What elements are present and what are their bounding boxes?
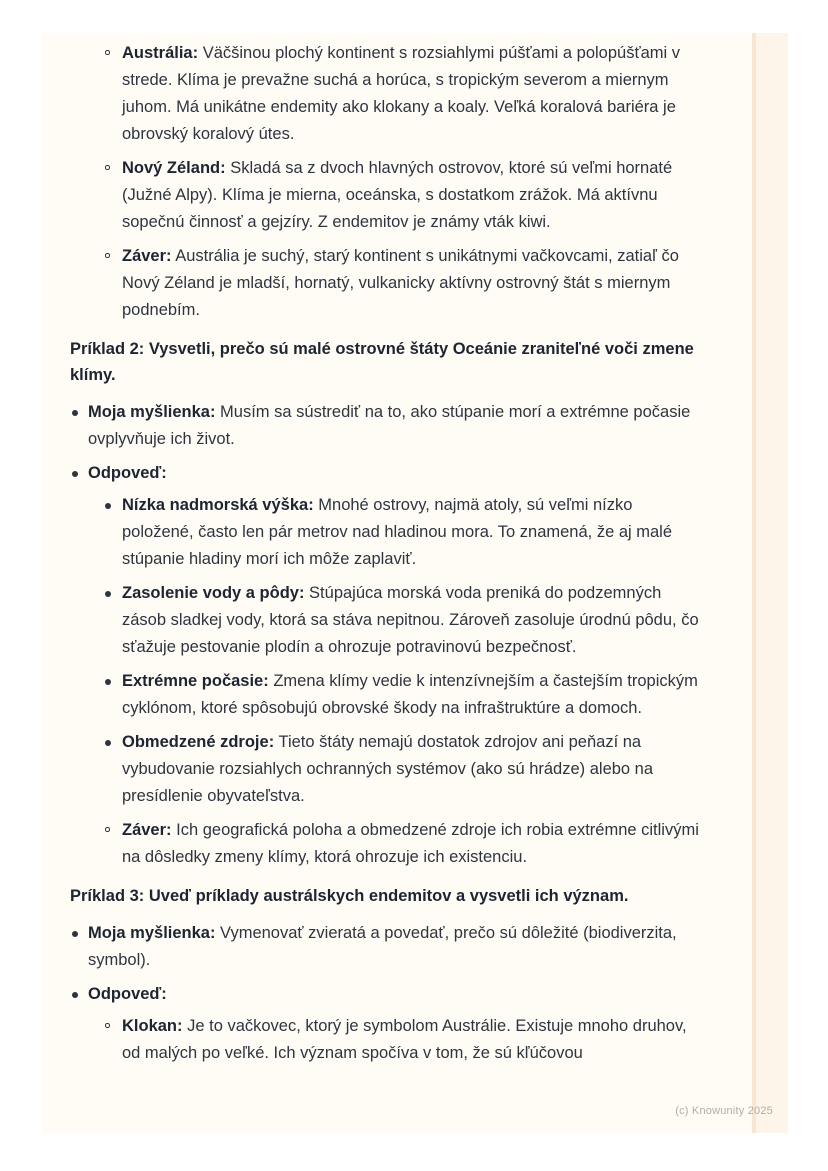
list-item-text: Stúpajúca morská voda preniká do podzemných zásob sladkej vody, ktorá sa stáva nepitnou. Zároveň zasoluje úrodnú pôdu, čo sťažuje pestovanie plodín a ohrozuje potravinovú bezpečnosť. bbox=[122, 584, 699, 656]
list-item-label: Moja myšlienka: bbox=[88, 403, 216, 421]
disc-bullet-icon bbox=[105, 679, 111, 685]
circle-bullet-icon bbox=[105, 827, 110, 832]
list-item-text: Je to vačkovec, ktorý je symbolom Austrálie. Existuje mnoho druhov, od malých po veľké. Ich význam spočíva v tom, že sú kľúčovou bbox=[122, 1017, 687, 1062]
list-item-text: Musím sa sústrediť na to, ako stúpanie morí a extrémne počasie ovplyvňuje ich život. bbox=[88, 403, 691, 448]
circle-bullet-icon bbox=[105, 50, 110, 55]
list-item-text: Ich geografická poloha a obmedzené zdroje ich robia extrémne citlivými na dôsledky zmeny klímy, ktorá ohrozuje ich existenciu. bbox=[122, 821, 699, 866]
list-item-label: Záver: bbox=[122, 247, 172, 265]
list-item-text: Vymenovať zvieratá a povedať, prečo sú dôležité (biodiverzita, symbol). bbox=[88, 924, 677, 969]
disc-bullet-icon bbox=[72, 471, 78, 477]
continents-comparison-list bbox=[70, 40, 788, 324]
list-item bbox=[88, 1013, 700, 1067]
list-item-text: Väčšinou plochý kontinent s rozsiahlymi púšťami a polopúšťami v strede. Klíma je prevažne suchá a horúca, s tropickým severom a miernym juhom. Má unikátne endemity ako klokany a koaly. Veľká koralová bariéra je obrovský koralový útes. bbox=[122, 44, 681, 143]
disc-bullet-icon bbox=[72, 410, 78, 416]
list-item-label: Zasolenie vody a pôdy: bbox=[122, 584, 305, 602]
list-item bbox=[70, 243, 710, 324]
list-item-label: Klokan: bbox=[122, 1017, 183, 1035]
list-item-label: Nový Zéland: bbox=[122, 159, 226, 177]
list-item bbox=[70, 40, 710, 148]
list-item-text: Austrália je suchý, starý kontinent s unikátnymi vačkovcami, zatiaľ čo Nový Zéland je mladší, hornatý, vulkanicky aktívny ostrovný štát s miernym podnebím. bbox=[122, 247, 679, 319]
list-item-text: Skladá sa z dvoch hlavných ostrovov, ktoré sú veľmi hornaté (Južné Alpy). Klíma je mierna, oceánska, s dostatkom zrážok. Má aktívnu sopečnú činnosť a gejzíry. Z endemitov je známy vták kiwi. bbox=[122, 159, 673, 231]
list-item-label: Austrália: bbox=[122, 44, 199, 62]
list-item bbox=[88, 729, 700, 810]
copyright-footer: (c) Knowunity 2025 bbox=[675, 1105, 773, 1117]
disc-bullet-icon bbox=[72, 992, 78, 998]
list-item bbox=[88, 668, 700, 722]
circle-bullet-icon bbox=[105, 165, 110, 170]
example3-list bbox=[70, 920, 788, 1067]
list-item bbox=[70, 981, 700, 1067]
list-item-label: Nízka nadmorská výška: bbox=[122, 496, 314, 514]
disc-bullet-icon bbox=[105, 503, 111, 509]
document-page bbox=[42, 33, 788, 1133]
example2-heading: Príklad 2: Vysvetli, prečo sú malé ostrovné štáty Oceánie zraniteľné voči zmene klímy. bbox=[70, 340, 694, 384]
list-item-text: Zmena klímy vedie k intenzívnejším a častejším tropickým cyklónom, ktoré spôsobujú obrovské škody na infraštruktúre a domoch. bbox=[122, 672, 698, 717]
list-item bbox=[70, 920, 700, 974]
list-item bbox=[88, 817, 700, 871]
list-item-text: Mnohé ostrovy, najmä atoly, sú veľmi nízko položené, často len pár metrov nad hladinou mora. To znamená, že aj malé stúpanie hladiny morí ich môže zaplaviť. bbox=[122, 496, 673, 568]
list-item-label: Odpoveď: bbox=[88, 985, 167, 1003]
list-item-text: Tieto štáty nemajú dostatok zdrojov ani peňazí na vybudovanie rozsiahlych ochranných systémov (ako sú hrádze) alebo na presídlenie obyvateľstva. bbox=[122, 733, 654, 805]
list-item bbox=[70, 460, 700, 871]
example2-list bbox=[70, 399, 788, 871]
list-item bbox=[70, 155, 710, 236]
list-item-label: Obmedzené zdroje: bbox=[122, 733, 275, 751]
disc-bullet-icon bbox=[72, 931, 78, 937]
disc-bullet-icon bbox=[105, 591, 111, 597]
example2-answer-sublist bbox=[88, 492, 700, 871]
example3-answer-sublist bbox=[88, 1013, 700, 1067]
list-item-label: Záver: bbox=[122, 821, 172, 839]
circle-bullet-icon bbox=[105, 1023, 110, 1028]
page-content bbox=[42, 33, 788, 1067]
circle-bullet-icon bbox=[105, 253, 110, 258]
example3-heading: Príklad 3: Uveď príklady austrálskych endemitov a vysvetli ich význam. bbox=[70, 887, 629, 905]
list-item bbox=[88, 580, 700, 661]
list-item-label: Odpoveď: bbox=[88, 464, 167, 482]
list-item bbox=[70, 399, 700, 453]
list-item-label: Moja myšlienka: bbox=[88, 924, 216, 942]
list-item bbox=[88, 492, 700, 573]
list-item-label: Extrémne počasie: bbox=[122, 672, 269, 690]
disc-bullet-icon bbox=[105, 740, 111, 746]
